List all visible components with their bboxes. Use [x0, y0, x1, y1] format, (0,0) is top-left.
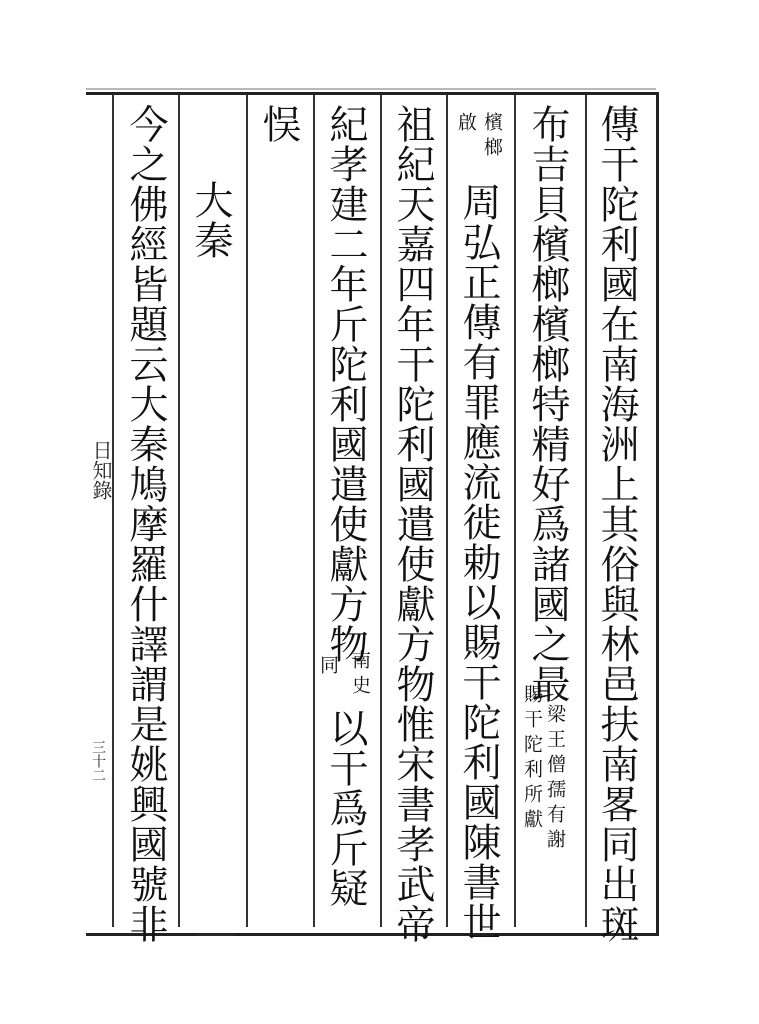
column-rule	[585, 95, 587, 927]
section-heading: 大秦	[188, 180, 233, 260]
column-rule	[514, 95, 516, 927]
margin-strip	[86, 95, 114, 927]
column-rule	[246, 95, 248, 927]
annotation-line: 梁王僧孺有謝	[544, 704, 566, 854]
annotation-line: 同	[317, 655, 339, 680]
scan-mark	[195, 934, 235, 936]
annotation-line: 啟	[455, 112, 477, 137]
text-column: 布吉貝檳榔檳榔特精好爲諸國之最	[525, 104, 570, 704]
page-frame	[86, 92, 659, 936]
column-rule	[446, 95, 448, 927]
text-column: 祖紀天嘉四年干陀利國遣使獻方物惟宋書孝武帝	[390, 104, 435, 944]
strip-page-number: 三十二	[90, 740, 106, 782]
annotation-line: 南史	[349, 650, 371, 700]
strip-title: 日知錄	[89, 440, 113, 500]
text-column: 悮	[256, 104, 301, 144]
text-column: 以干爲斤疑	[323, 708, 368, 908]
text-column: 今之佛經皆題云大秦鳩摩羅什譯謂是姚興國號非	[123, 104, 168, 944]
column-rule	[178, 95, 180, 927]
column-rule	[313, 95, 315, 927]
scan-mark	[86, 88, 656, 90]
annotation-line: 檳榔	[481, 112, 503, 162]
text-column: 紀孝建二年斤陀利國遣使獻方物	[323, 104, 368, 664]
text-column: 周弘正傳有罪應流徙勅以賜干陀利國陳書世	[456, 182, 501, 942]
text-column: 傳干陀利國在南海洲上其俗與林邑扶南畧同出斑	[594, 104, 639, 944]
annotation-line: 賜干陀利所獻	[521, 684, 543, 834]
column-rule	[380, 95, 382, 927]
